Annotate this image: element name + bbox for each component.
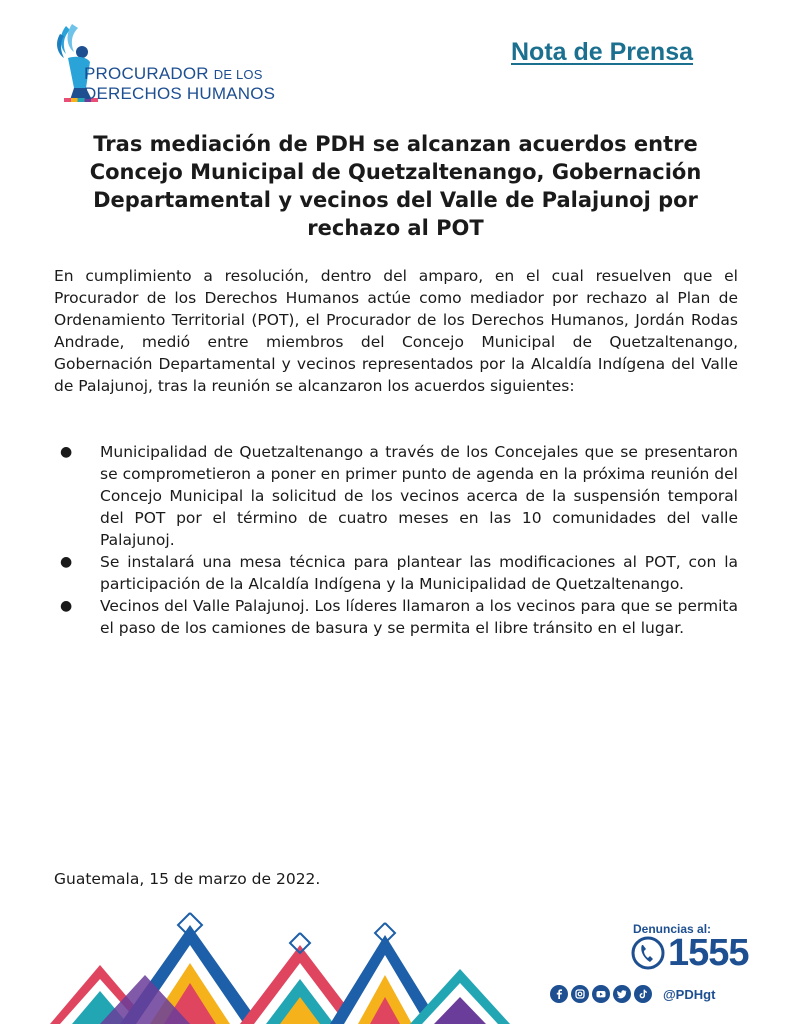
social-handle[interactable]: @PDHgt (663, 986, 716, 1002)
bullet-icon: ● (60, 444, 73, 460)
agreement-text: Se instalará una mesa técnica para plantear las modificaciones al POT, con la participación de la Alcaldía Indígena y la Municipalidad de Quetzaltenango. (100, 553, 738, 593)
list-item (54, 441, 738, 551)
denuncias-label: Denuncias al: (633, 922, 712, 936)
logo-line2: DERECHOS HUMANOS (84, 84, 276, 103)
logo-line1: PROCURADOR (84, 64, 209, 83)
agreement-text: Municipalidad de Quetzaltenango a través de los Concejales que se presentaron se comprometieron a poner en primer punto de agenda en la próxima reunión del Concejo Municipal la solicitud de los vecinos acerca de la suspensión temporal del POT por el término de cuatro meses en las 10 comunidades del valle Palajunoj. (100, 443, 738, 549)
bullet-icon: ● (60, 554, 73, 570)
tiktok-icon[interactable] (634, 985, 652, 1003)
twitter-icon[interactable] (613, 985, 631, 1003)
list-item (54, 595, 738, 639)
agreement-text: Vecinos del Valle Palajunoj. Los líderes llamaron a los vecinos para que se permita el paso de los camiones de basura y se permita el libre tránsito en el lugar. (100, 597, 738, 637)
youtube-icon[interactable] (592, 985, 610, 1003)
logo-wordmark (84, 64, 275, 103)
mountain-shapes (50, 925, 510, 1024)
list-item (54, 551, 738, 595)
hotline-number: 1555 (668, 931, 749, 974)
press-note-label: Nota de Prensa (511, 38, 694, 66)
social-links (550, 985, 715, 1003)
instagram-icon[interactable] (571, 985, 589, 1003)
hotline (630, 932, 749, 974)
bullet-icon: ● (60, 598, 73, 614)
logo-line1-small: DE LOS (213, 67, 263, 82)
phone-icon (630, 935, 666, 971)
dateline: Guatemala, 15 de marzo de 2022. (54, 870, 321, 888)
headline: Tras mediación de PDH se alcanzan acuerdos entre Concejo Municipal de Quetzaltenango, Gobernación Departamental y vecinos del Valle de Palajunoj por rechazo al POT (89, 132, 702, 240)
agreements-list (54, 441, 738, 639)
pdh-logo (52, 22, 282, 112)
intro-paragraph: En cumplimiento a resolución, dentro del amparo, en el cual resuelven que el Procurador de los Derechos Humanos actúe como mediador por rechazo al Plan de Ordenamiento Territorial (POT), el Procurador de los Derechos Humanos, Jordán Rodas Andrade, medió entre miembros del Concejo Municipal de Quetzaltenango, Gobernación Departamental y vecinos representados por la Alcaldía Indígena del Valle de Palajunoj, tras la reunión se alcanzaron los acuerdos siguientes: (54, 267, 738, 395)
textile-pattern-art (40, 905, 510, 1024)
facebook-icon[interactable] (550, 985, 568, 1003)
